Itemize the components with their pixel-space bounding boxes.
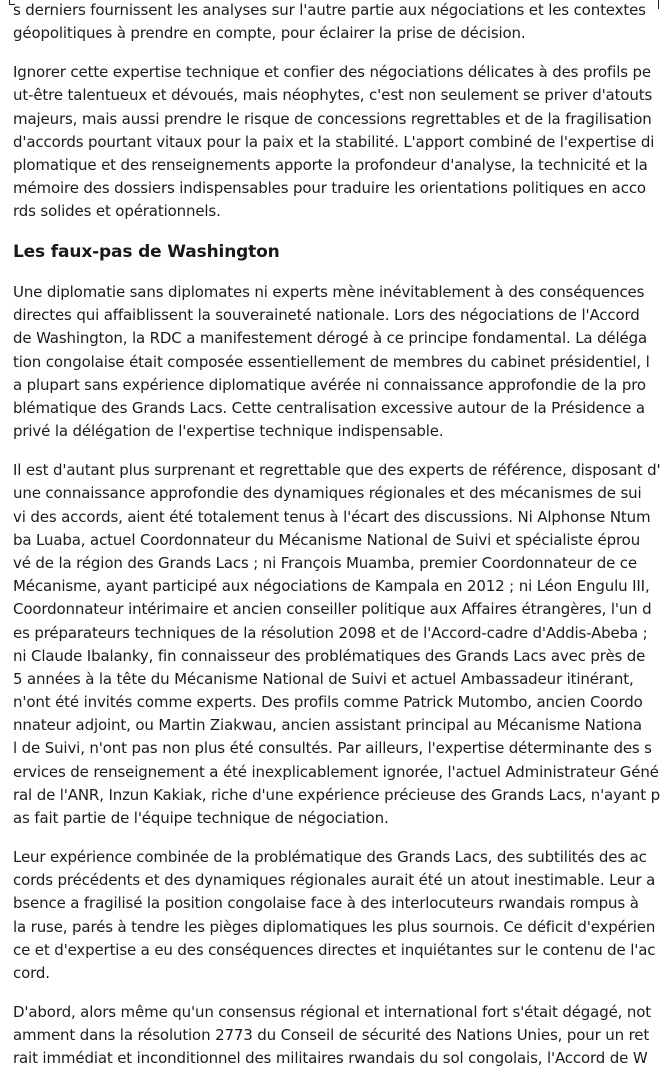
text-line: d'accords pourtant vitaux pour la paix et la stabilité. L'apport combiné de l'expertise di (13, 132, 655, 151)
text-line: ut-être talentueux et dévoués, mais néophytes, c'est non seulement se priver d'atouts (13, 86, 653, 105)
text-line: directes qui affaiblissent la souveraineté nationale. Lors des négociations de l'Accord (13, 306, 640, 325)
text-line: de Washington, la RDC a manifestement dérogé à ce principe fondamental. La déléga (13, 329, 648, 348)
paragraph-6 (13, 1001, 653, 1070)
paragraph-1 (13, 0, 653, 45)
text-line: majeurs, mais aussi prendre le risque de concessions regrettables et de la fragilisation (13, 109, 652, 128)
paragraph-4 (13, 459, 661, 830)
text-line: vi des accords, aient été totalement tenus à l'écart des discussions. Ni Alphonse Ntum (13, 507, 651, 526)
text-line: a plupart sans expérience diplomatique avérée ni connaissance approfondie de la pro (13, 375, 646, 394)
text-line: as fait partie de l'équipe technique de négociation. (13, 809, 389, 827)
text-line: ni Claude Ibalanky, fin connaisseur des problématiques des Grands Lacs avec près de (13, 646, 646, 665)
text-line: amment dans la résolution 2773 du Conseil de sécurité des Nations Unies, pour un ret (13, 1026, 650, 1045)
text-line: Leur expérience combinée de la problématique des Grands Lacs, des subtilités des ac (13, 847, 647, 866)
text-line: Une diplomatie sans diplomates ni experts mène inévitablement à des conséquences (13, 283, 645, 302)
text-line: Ignorer cette expertise technique et confier des négociations délicates à des profils pe (13, 63, 651, 82)
text-line: Il est d'autant plus surprenant et regrettable que des experts de référence, disposant d' (13, 461, 661, 480)
text-line: ba Luaba, actuel Coordonnateur du Mécanisme National de Suivi et spécialiste éprou (13, 530, 641, 549)
text-line: géopolitiques à prendre en compte, pour éclairer la prise de décision. (13, 24, 526, 43)
text-line: blématique des Grands Lacs. Cette centralisation excessive autour de la Présidence a (13, 399, 645, 418)
text-line: cord. (13, 963, 50, 982)
text-line: Coordonnateur intérimaire et ancien conseiller politique aux Affaires étrangères, l'un d (13, 600, 652, 619)
text-line: s derniers fournissent les analyses sur l'autre partie aux négociations et les contextes (13, 1, 646, 19)
text-line: la ruse, parés à tendre les pièges diplomatiques les plus sournois. Ce déficit d'expérien (13, 917, 656, 936)
text-line: n'ont été invités comme experts. Des profils comme Patrick Mutombo, ancien Coordo (13, 693, 643, 712)
text-line: mémoire des dossiers indispensables pour traduire les orientations politiques en acco (13, 179, 646, 198)
text-line: rds solides et opérationnels. (13, 202, 221, 221)
article-body (13, 0, 661, 1070)
text-line: rait immédiat et inconditionnel des militaires rwandais du sol congolais, l'Accord de W (13, 1049, 648, 1068)
page-corner-mark-right (658, 0, 665, 9)
paragraph-3 (13, 281, 653, 443)
text-line: es préparateurs techniques de la résolution 2098 et de l'Accord-cadre d'Addis-Abeba ; (13, 623, 648, 642)
text-line: vé de la région des Grands Lacs ; ni François Muamba, premier Coordonnateur de ce (13, 553, 637, 572)
paragraph-5 (13, 846, 656, 985)
text-line: cords précédents et des dynamiques régionales aurait été un atout inestimable. Leur a (13, 871, 656, 890)
paragraph-2 (13, 61, 653, 223)
text-line: ral de l'ANR, Inzun Kakiak, riche d'une expérience précieuse des Grands Lacs, n'ayant p (13, 785, 660, 804)
text-line: une connaissance approfondie des dynamiques régionales et des mécanismes de sui (13, 484, 642, 503)
text-line: privé la délégation de l'expertise technique indispensable. (13, 422, 444, 441)
text-line: ce et d'expertise a eu des conséquences directes et inquiétantes sur le contenu de l'ac (13, 940, 656, 959)
text-line: l de Suivi, n'ont pas non plus été consultés. Par ailleurs, l'expertise déterminante des s (13, 739, 652, 758)
text-line: tion congolaise était composée essentiellement de membres du cabinet présidentiel, l (13, 352, 650, 371)
text-line: 5 années à la tête du Mécanisme National de Suivi et actuel Ambassadeur itinérant, (13, 669, 634, 688)
text-line: Mécanisme, ayant participé aux négociations de Kampala en 2012 ; ni Léon Engulu III, (13, 577, 650, 596)
text-line: plomatique et des renseignements apporte la profondeur d'analyse, la technicité et la (13, 155, 648, 174)
text-line: nnateur adjoint, ou Martin Ziakwau, ancien assistant principal au Mécanisme Nationa (13, 716, 642, 735)
text-line: ervices de renseignement a été inexplicablement ignorée, l'actuel Administrateur Géné (13, 762, 659, 781)
text-line: D'abord, alors même qu'un consensus régional et international fort s'était dégagé, not (13, 1002, 652, 1021)
section-heading: Les faux-pas de Washington (13, 242, 280, 263)
text-line: bsence a fragilisé la position congolaise face à des interlocuteurs rwandais rompus à (13, 894, 639, 913)
